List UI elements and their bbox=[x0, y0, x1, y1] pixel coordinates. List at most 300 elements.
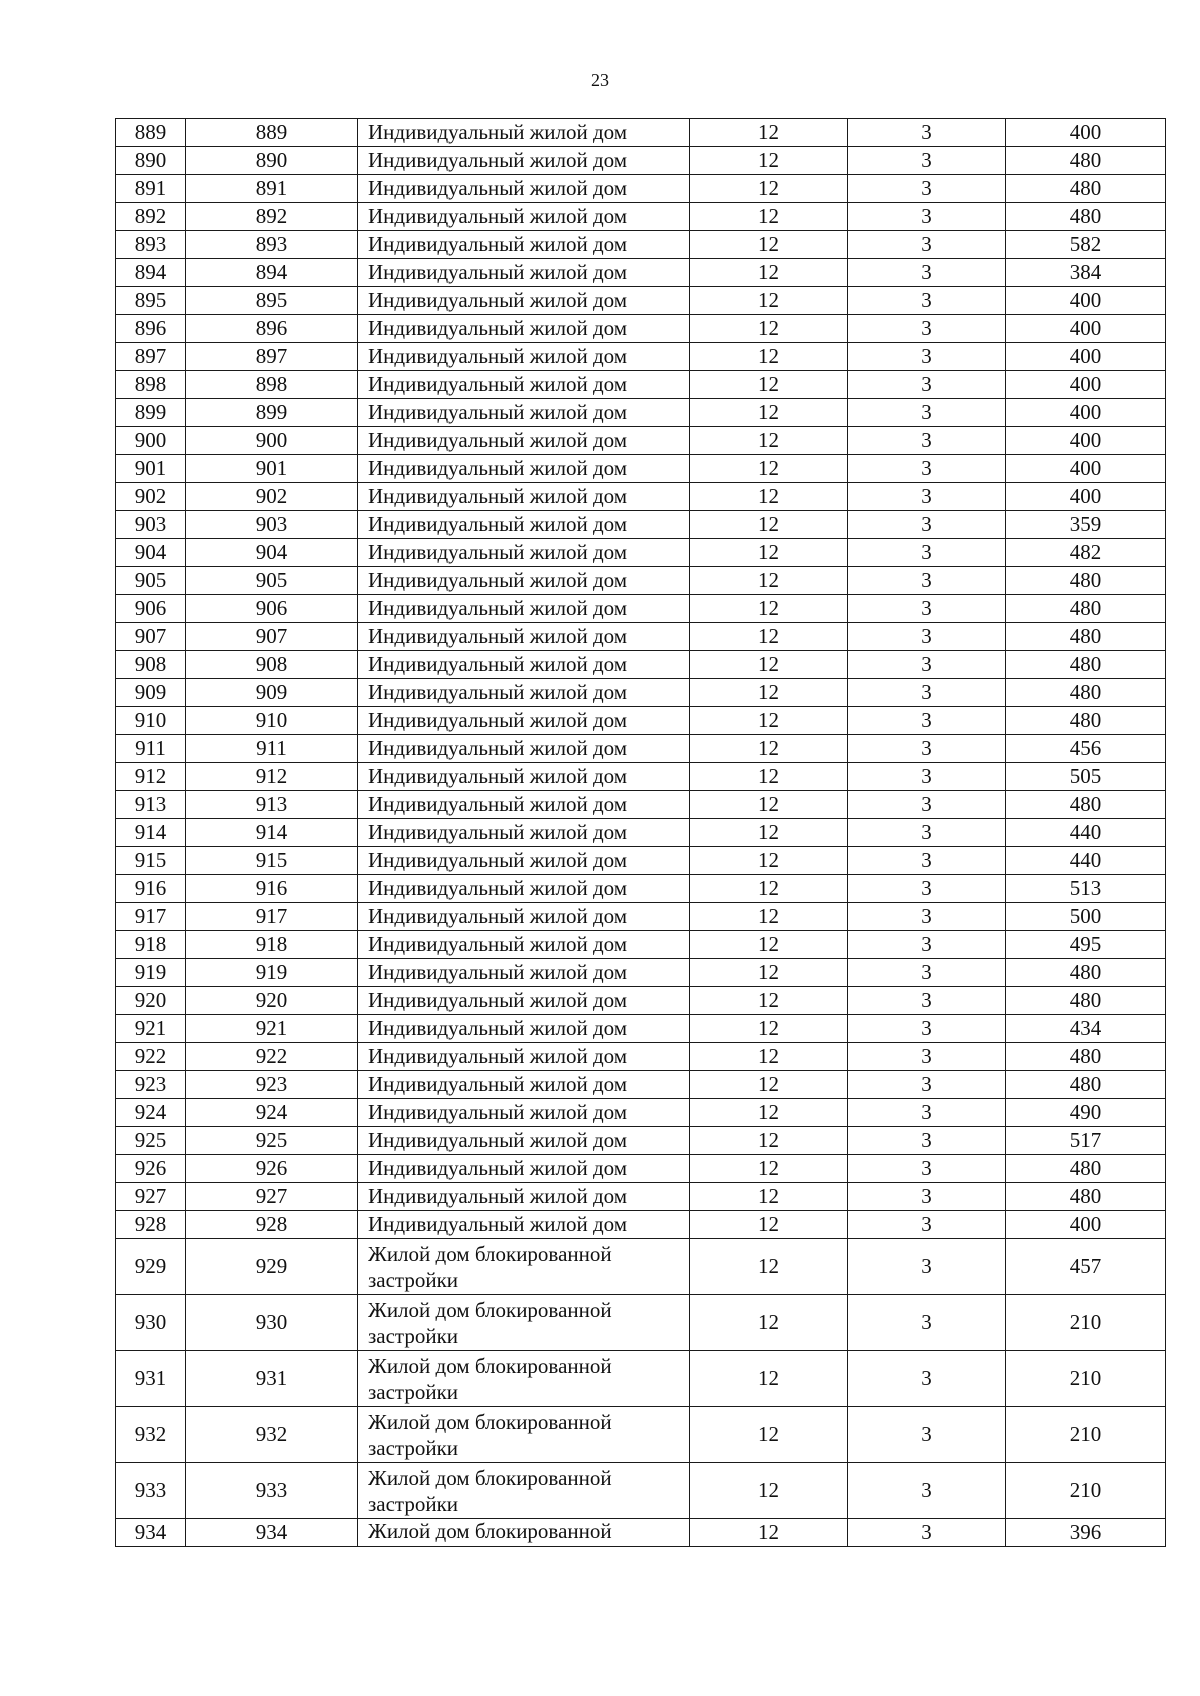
table-row bbox=[116, 959, 1166, 987]
cell-plot-number: 911 bbox=[186, 735, 358, 763]
cell-area: 480 bbox=[1006, 147, 1166, 175]
cell-object-name: Жилой дом блокированной bbox=[358, 1519, 690, 1547]
cell-row-number: 920 bbox=[116, 987, 186, 1015]
cell-plot-number: 922 bbox=[186, 1043, 358, 1071]
cell-row-number: 923 bbox=[116, 1071, 186, 1099]
cell-value-a: 12 bbox=[690, 1351, 848, 1407]
table-row bbox=[116, 483, 1166, 511]
cell-row-number: 890 bbox=[116, 147, 186, 175]
cell-area: 400 bbox=[1006, 287, 1166, 315]
cell-object-name: Индивидуальный жилой дом bbox=[358, 679, 690, 707]
table-row bbox=[116, 1127, 1166, 1155]
cell-object-name: Индивидуальный жилой дом bbox=[358, 707, 690, 735]
table-row bbox=[116, 259, 1166, 287]
cell-plot-number: 895 bbox=[186, 287, 358, 315]
table-row bbox=[116, 1351, 1166, 1407]
cell-value-a: 12 bbox=[690, 595, 848, 623]
cell-area: 480 bbox=[1006, 1071, 1166, 1099]
cell-plot-number: 912 bbox=[186, 763, 358, 791]
cell-area: 434 bbox=[1006, 1015, 1166, 1043]
cell-value-b: 3 bbox=[848, 791, 1006, 819]
cell-object-name: Индивидуальный жилой дом bbox=[358, 763, 690, 791]
cell-row-number: 918 bbox=[116, 931, 186, 959]
cell-area: 517 bbox=[1006, 1127, 1166, 1155]
cell-plot-number: 907 bbox=[186, 623, 358, 651]
table-row bbox=[116, 595, 1166, 623]
cell-row-number: 919 bbox=[116, 959, 186, 987]
cell-value-a: 12 bbox=[690, 1155, 848, 1183]
table-row bbox=[116, 203, 1166, 231]
cell-plot-number: 914 bbox=[186, 819, 358, 847]
cell-plot-number: 932 bbox=[186, 1407, 358, 1463]
cell-object-name: Индивидуальный жилой дом bbox=[358, 259, 690, 287]
cell-plot-number: 908 bbox=[186, 651, 358, 679]
cell-row-number: 926 bbox=[116, 1155, 186, 1183]
cell-object-name: Индивидуальный жилой дом bbox=[358, 231, 690, 259]
cell-object-name: Индивидуальный жилой дом bbox=[358, 1127, 690, 1155]
cell-value-a: 12 bbox=[690, 399, 848, 427]
cell-plot-number: 898 bbox=[186, 371, 358, 399]
cell-plot-number: 927 bbox=[186, 1183, 358, 1211]
cell-object-name: Индивидуальный жилой дом bbox=[358, 791, 690, 819]
cell-value-a: 12 bbox=[690, 371, 848, 399]
cell-area: 400 bbox=[1006, 371, 1166, 399]
cell-value-b: 3 bbox=[848, 1071, 1006, 1099]
cell-area: 400 bbox=[1006, 1211, 1166, 1239]
cell-value-a: 12 bbox=[690, 147, 848, 175]
cell-value-a: 12 bbox=[690, 679, 848, 707]
table-row bbox=[116, 763, 1166, 791]
cell-value-b: 3 bbox=[848, 539, 1006, 567]
cell-area: 440 bbox=[1006, 819, 1166, 847]
cell-row-number: 925 bbox=[116, 1127, 186, 1155]
cell-row-number: 928 bbox=[116, 1211, 186, 1239]
plots-table bbox=[115, 118, 1166, 1547]
table-row bbox=[116, 231, 1166, 259]
table-row bbox=[116, 371, 1166, 399]
cell-plot-number: 899 bbox=[186, 399, 358, 427]
cell-object-name: Индивидуальный жилой дом bbox=[358, 399, 690, 427]
cell-row-number: 896 bbox=[116, 315, 186, 343]
cell-value-b: 3 bbox=[848, 903, 1006, 931]
cell-row-number: 917 bbox=[116, 903, 186, 931]
cell-plot-number: 909 bbox=[186, 679, 358, 707]
cell-row-number: 934 bbox=[116, 1519, 186, 1547]
cell-plot-number: 917 bbox=[186, 903, 358, 931]
cell-value-b: 3 bbox=[848, 427, 1006, 455]
cell-object-name: Индивидуальный жилой дом bbox=[358, 1099, 690, 1127]
cell-row-number: 904 bbox=[116, 539, 186, 567]
cell-plot-number: 904 bbox=[186, 539, 358, 567]
cell-value-b: 3 bbox=[848, 1099, 1006, 1127]
cell-object-name: Индивидуальный жилой дом bbox=[358, 203, 690, 231]
cell-value-a: 12 bbox=[690, 1127, 848, 1155]
cell-object-name: Жилой дом блокированной застройки bbox=[358, 1463, 690, 1519]
cell-object-name: Индивидуальный жилой дом bbox=[358, 455, 690, 483]
cell-object-name: Индивидуальный жилой дом bbox=[358, 427, 690, 455]
cell-plot-number: 910 bbox=[186, 707, 358, 735]
cell-value-a: 12 bbox=[690, 1519, 848, 1547]
table-row bbox=[116, 287, 1166, 315]
table-row bbox=[116, 427, 1166, 455]
cell-plot-number: 924 bbox=[186, 1099, 358, 1127]
cell-value-b: 3 bbox=[848, 707, 1006, 735]
cell-area: 480 bbox=[1006, 567, 1166, 595]
cell-plot-number: 926 bbox=[186, 1155, 358, 1183]
cell-area: 480 bbox=[1006, 791, 1166, 819]
cell-area: 480 bbox=[1006, 1155, 1166, 1183]
cell-value-a: 12 bbox=[690, 931, 848, 959]
cell-value-b: 3 bbox=[848, 455, 1006, 483]
cell-plot-number: 889 bbox=[186, 119, 358, 147]
table-row bbox=[116, 987, 1166, 1015]
cell-area: 400 bbox=[1006, 315, 1166, 343]
cell-object-name: Индивидуальный жилой дом bbox=[358, 931, 690, 959]
cell-area: 480 bbox=[1006, 175, 1166, 203]
cell-plot-number: 933 bbox=[186, 1463, 358, 1519]
cell-plot-number: 901 bbox=[186, 455, 358, 483]
cell-area: 480 bbox=[1006, 707, 1166, 735]
cell-object-name: Индивидуальный жилой дом bbox=[358, 315, 690, 343]
cell-value-b: 3 bbox=[848, 987, 1006, 1015]
table-row bbox=[116, 399, 1166, 427]
cell-value-b: 3 bbox=[848, 679, 1006, 707]
cell-value-a: 12 bbox=[690, 455, 848, 483]
cell-row-number: 930 bbox=[116, 1295, 186, 1351]
cell-object-name: Индивидуальный жилой дом bbox=[358, 371, 690, 399]
cell-object-name: Индивидуальный жилой дом bbox=[358, 1155, 690, 1183]
cell-object-name: Индивидуальный жилой дом bbox=[358, 987, 690, 1015]
cell-plot-number: 900 bbox=[186, 427, 358, 455]
cell-value-b: 3 bbox=[848, 623, 1006, 651]
cell-value-a: 12 bbox=[690, 119, 848, 147]
cell-plot-number: 896 bbox=[186, 315, 358, 343]
cell-plot-number: 894 bbox=[186, 259, 358, 287]
cell-area: 400 bbox=[1006, 343, 1166, 371]
cell-object-name: Жилой дом блокированной застройки bbox=[358, 1351, 690, 1407]
cell-area: 359 bbox=[1006, 511, 1166, 539]
table-row bbox=[116, 707, 1166, 735]
cell-value-a: 12 bbox=[690, 1015, 848, 1043]
cell-row-number: 927 bbox=[116, 1183, 186, 1211]
table-row bbox=[116, 147, 1166, 175]
cell-value-b: 3 bbox=[848, 371, 1006, 399]
cell-value-a: 12 bbox=[690, 287, 848, 315]
cell-area: 400 bbox=[1006, 483, 1166, 511]
cell-row-number: 907 bbox=[116, 623, 186, 651]
cell-value-a: 12 bbox=[690, 175, 848, 203]
cell-plot-number: 897 bbox=[186, 343, 358, 371]
table-row bbox=[116, 1519, 1166, 1547]
cell-value-a: 12 bbox=[690, 1211, 848, 1239]
cell-row-number: 906 bbox=[116, 595, 186, 623]
cell-value-b: 3 bbox=[848, 763, 1006, 791]
table-row bbox=[116, 315, 1166, 343]
cell-value-a: 12 bbox=[690, 259, 848, 287]
cell-value-b: 3 bbox=[848, 1015, 1006, 1043]
cell-value-a: 12 bbox=[690, 1043, 848, 1071]
cell-plot-number: 893 bbox=[186, 231, 358, 259]
table-row bbox=[116, 511, 1166, 539]
cell-row-number: 921 bbox=[116, 1015, 186, 1043]
cell-area: 400 bbox=[1006, 119, 1166, 147]
cell-value-b: 3 bbox=[848, 567, 1006, 595]
cell-area: 582 bbox=[1006, 231, 1166, 259]
cell-row-number: 910 bbox=[116, 707, 186, 735]
cell-area: 480 bbox=[1006, 595, 1166, 623]
cell-object-name: Индивидуальный жилой дом bbox=[358, 1071, 690, 1099]
cell-value-b: 3 bbox=[848, 175, 1006, 203]
table-row bbox=[116, 119, 1166, 147]
cell-row-number: 913 bbox=[116, 791, 186, 819]
cell-value-b: 3 bbox=[848, 651, 1006, 679]
cell-object-name: Индивидуальный жилой дом bbox=[358, 875, 690, 903]
cell-value-a: 12 bbox=[690, 315, 848, 343]
cell-plot-number: 923 bbox=[186, 1071, 358, 1099]
cell-area: 490 bbox=[1006, 1099, 1166, 1127]
cell-value-b: 3 bbox=[848, 231, 1006, 259]
cell-area: 495 bbox=[1006, 931, 1166, 959]
cell-area: 480 bbox=[1006, 959, 1166, 987]
cell-row-number: 893 bbox=[116, 231, 186, 259]
cell-plot-number: 919 bbox=[186, 959, 358, 987]
cell-area: 505 bbox=[1006, 763, 1166, 791]
table-row bbox=[116, 791, 1166, 819]
table-row bbox=[116, 455, 1166, 483]
cell-row-number: 915 bbox=[116, 847, 186, 875]
cell-value-b: 3 bbox=[848, 1127, 1006, 1155]
cell-area: 440 bbox=[1006, 847, 1166, 875]
cell-row-number: 891 bbox=[116, 175, 186, 203]
cell-value-b: 3 bbox=[848, 343, 1006, 371]
cell-plot-number: 913 bbox=[186, 791, 358, 819]
cell-plot-number: 906 bbox=[186, 595, 358, 623]
cell-area: 210 bbox=[1006, 1295, 1166, 1351]
cell-row-number: 892 bbox=[116, 203, 186, 231]
table-row bbox=[116, 1295, 1166, 1351]
cell-plot-number: 929 bbox=[186, 1239, 358, 1295]
table-row bbox=[116, 847, 1166, 875]
cell-value-a: 12 bbox=[690, 203, 848, 231]
cell-value-a: 12 bbox=[690, 875, 848, 903]
cell-object-name: Индивидуальный жилой дом bbox=[358, 567, 690, 595]
cell-object-name: Жилой дом блокированной застройки bbox=[358, 1407, 690, 1463]
cell-object-name: Индивидуальный жилой дом bbox=[358, 903, 690, 931]
table-row bbox=[116, 931, 1166, 959]
cell-value-a: 12 bbox=[690, 1183, 848, 1211]
table-row bbox=[116, 1183, 1166, 1211]
cell-value-b: 3 bbox=[848, 1351, 1006, 1407]
cell-plot-number: 891 bbox=[186, 175, 358, 203]
cell-value-a: 12 bbox=[690, 903, 848, 931]
cell-object-name: Жилой дом блокированной застройки bbox=[358, 1295, 690, 1351]
table-row bbox=[116, 1239, 1166, 1295]
table-row bbox=[116, 819, 1166, 847]
cell-row-number: 914 bbox=[116, 819, 186, 847]
cell-row-number: 900 bbox=[116, 427, 186, 455]
cell-area: 457 bbox=[1006, 1239, 1166, 1295]
cell-plot-number: 890 bbox=[186, 147, 358, 175]
cell-area: 480 bbox=[1006, 1183, 1166, 1211]
cell-row-number: 924 bbox=[116, 1099, 186, 1127]
cell-value-b: 3 bbox=[848, 147, 1006, 175]
cell-area: 456 bbox=[1006, 735, 1166, 763]
cell-object-name: Индивидуальный жилой дом bbox=[358, 287, 690, 315]
cell-row-number: 894 bbox=[116, 259, 186, 287]
cell-object-name: Индивидуальный жилой дом bbox=[358, 147, 690, 175]
cell-value-a: 12 bbox=[690, 1071, 848, 1099]
cell-plot-number: 918 bbox=[186, 931, 358, 959]
cell-value-a: 12 bbox=[690, 763, 848, 791]
cell-row-number: 929 bbox=[116, 1239, 186, 1295]
cell-object-name: Индивидуальный жилой дом bbox=[358, 1015, 690, 1043]
cell-area: 480 bbox=[1006, 203, 1166, 231]
cell-object-name: Индивидуальный жилой дом bbox=[358, 175, 690, 203]
cell-value-b: 3 bbox=[848, 595, 1006, 623]
cell-value-b: 3 bbox=[848, 959, 1006, 987]
cell-row-number: 933 bbox=[116, 1463, 186, 1519]
cell-plot-number: 916 bbox=[186, 875, 358, 903]
cell-object-name: Индивидуальный жилой дом bbox=[358, 483, 690, 511]
cell-row-number: 901 bbox=[116, 455, 186, 483]
cell-value-b: 3 bbox=[848, 819, 1006, 847]
cell-plot-number: 903 bbox=[186, 511, 358, 539]
cell-value-b: 3 bbox=[848, 931, 1006, 959]
cell-value-b: 3 bbox=[848, 119, 1006, 147]
cell-object-name: Жилой дом блокированной застройки bbox=[358, 1239, 690, 1295]
table-row bbox=[116, 1407, 1166, 1463]
cell-value-a: 12 bbox=[690, 623, 848, 651]
cell-plot-number: 921 bbox=[186, 1015, 358, 1043]
cell-area: 480 bbox=[1006, 623, 1166, 651]
cell-area: 500 bbox=[1006, 903, 1166, 931]
table-row bbox=[116, 1211, 1166, 1239]
cell-object-name: Индивидуальный жилой дом bbox=[358, 119, 690, 147]
cell-row-number: 909 bbox=[116, 679, 186, 707]
table-row bbox=[116, 567, 1166, 595]
cell-area: 400 bbox=[1006, 399, 1166, 427]
table-row bbox=[116, 735, 1166, 763]
cell-object-name: Индивидуальный жилой дом bbox=[358, 1043, 690, 1071]
cell-plot-number: 915 bbox=[186, 847, 358, 875]
cell-value-a: 12 bbox=[690, 1099, 848, 1127]
cell-area: 480 bbox=[1006, 987, 1166, 1015]
cell-object-name: Индивидуальный жилой дом bbox=[358, 819, 690, 847]
cell-value-a: 12 bbox=[690, 483, 848, 511]
cell-value-b: 3 bbox=[848, 1407, 1006, 1463]
cell-value-a: 12 bbox=[690, 231, 848, 259]
cell-value-a: 12 bbox=[690, 1463, 848, 1519]
cell-plot-number: 934 bbox=[186, 1519, 358, 1547]
cell-row-number: 903 bbox=[116, 511, 186, 539]
cell-plot-number: 905 bbox=[186, 567, 358, 595]
cell-plot-number: 892 bbox=[186, 203, 358, 231]
cell-object-name: Индивидуальный жилой дом bbox=[358, 959, 690, 987]
cell-plot-number: 930 bbox=[186, 1295, 358, 1351]
cell-value-b: 3 bbox=[848, 399, 1006, 427]
cell-value-a: 12 bbox=[690, 791, 848, 819]
cell-value-a: 12 bbox=[690, 847, 848, 875]
cell-value-a: 12 bbox=[690, 707, 848, 735]
cell-plot-number: 928 bbox=[186, 1211, 358, 1239]
table-row bbox=[116, 679, 1166, 707]
cell-row-number: 902 bbox=[116, 483, 186, 511]
cell-value-a: 12 bbox=[690, 1239, 848, 1295]
cell-value-b: 3 bbox=[848, 1155, 1006, 1183]
cell-area: 210 bbox=[1006, 1407, 1166, 1463]
cell-row-number: 905 bbox=[116, 567, 186, 595]
table-row bbox=[116, 175, 1166, 203]
cell-value-a: 12 bbox=[690, 819, 848, 847]
cell-value-b: 3 bbox=[848, 1295, 1006, 1351]
cell-area: 480 bbox=[1006, 651, 1166, 679]
cell-value-b: 3 bbox=[848, 259, 1006, 287]
cell-value-b: 3 bbox=[848, 1043, 1006, 1071]
cell-object-name: Индивидуальный жилой дом bbox=[358, 539, 690, 567]
cell-area: 210 bbox=[1006, 1351, 1166, 1407]
table-row bbox=[116, 875, 1166, 903]
cell-value-b: 3 bbox=[848, 875, 1006, 903]
table-row bbox=[116, 903, 1166, 931]
cell-row-number: 912 bbox=[116, 763, 186, 791]
cell-object-name: Индивидуальный жилой дом bbox=[358, 1183, 690, 1211]
cell-value-a: 12 bbox=[690, 427, 848, 455]
cell-plot-number: 931 bbox=[186, 1351, 358, 1407]
cell-value-b: 3 bbox=[848, 315, 1006, 343]
cell-value-b: 3 bbox=[848, 511, 1006, 539]
cell-object-name: Индивидуальный жилой дом bbox=[358, 1211, 690, 1239]
cell-value-a: 12 bbox=[690, 987, 848, 1015]
cell-area: 400 bbox=[1006, 427, 1166, 455]
table-row bbox=[116, 623, 1166, 651]
cell-row-number: 895 bbox=[116, 287, 186, 315]
cell-area: 513 bbox=[1006, 875, 1166, 903]
cell-object-name: Индивидуальный жилой дом bbox=[358, 735, 690, 763]
cell-row-number: 889 bbox=[116, 119, 186, 147]
table-row bbox=[116, 343, 1166, 371]
cell-value-b: 3 bbox=[848, 847, 1006, 875]
cell-value-a: 12 bbox=[690, 959, 848, 987]
cell-row-number: 897 bbox=[116, 343, 186, 371]
cell-value-a: 12 bbox=[690, 343, 848, 371]
cell-row-number: 916 bbox=[116, 875, 186, 903]
table-row bbox=[116, 1043, 1166, 1071]
plots-table-body bbox=[116, 119, 1166, 1547]
cell-object-name: Индивидуальный жилой дом bbox=[358, 511, 690, 539]
cell-object-name: Индивидуальный жилой дом bbox=[358, 651, 690, 679]
table-row bbox=[116, 1155, 1166, 1183]
cell-area: 210 bbox=[1006, 1463, 1166, 1519]
cell-value-b: 3 bbox=[848, 287, 1006, 315]
cell-area: 396 bbox=[1006, 1519, 1166, 1547]
cell-row-number: 899 bbox=[116, 399, 186, 427]
cell-area: 480 bbox=[1006, 679, 1166, 707]
cell-object-name: Индивидуальный жилой дом bbox=[358, 595, 690, 623]
cell-plot-number: 925 bbox=[186, 1127, 358, 1155]
cell-row-number: 922 bbox=[116, 1043, 186, 1071]
cell-value-b: 3 bbox=[848, 1463, 1006, 1519]
cell-value-b: 3 bbox=[848, 1183, 1006, 1211]
cell-value-a: 12 bbox=[690, 1295, 848, 1351]
table-row bbox=[116, 1099, 1166, 1127]
cell-row-number: 932 bbox=[116, 1407, 186, 1463]
table-row bbox=[116, 1463, 1166, 1519]
cell-value-b: 3 bbox=[848, 483, 1006, 511]
cell-row-number: 908 bbox=[116, 651, 186, 679]
table-row bbox=[116, 1015, 1166, 1043]
cell-value-a: 12 bbox=[690, 651, 848, 679]
cell-area: 482 bbox=[1006, 539, 1166, 567]
